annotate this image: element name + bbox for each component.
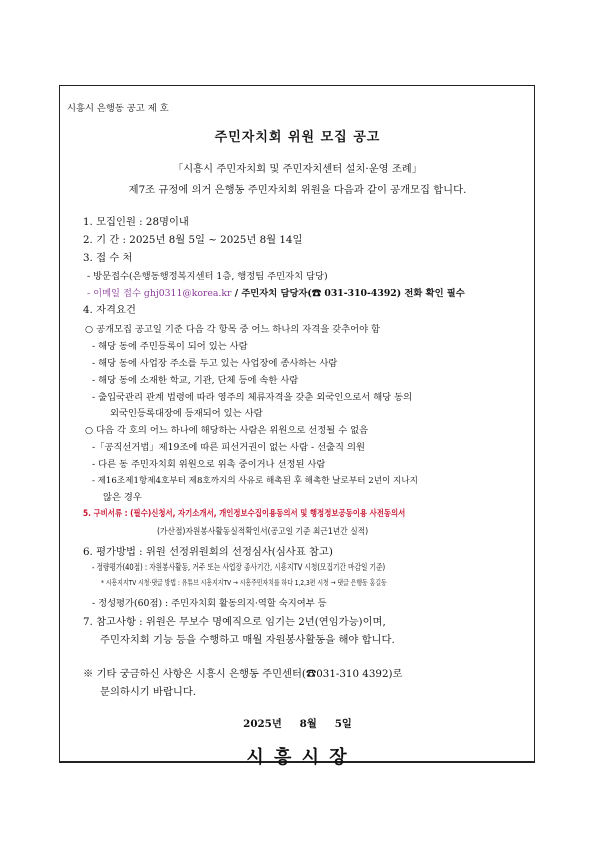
ordinance-title: 「시흥시 주민자치회 및 주민자치센터 설치·운영 조례」 [172, 163, 423, 175]
email-reception-line [87, 285, 465, 299]
contact-note-cont: 문의하시기 바랍니다. [100, 686, 197, 698]
recruit-period: 2. 기 간 : 2025년 8월 5일 ~ 2025년 8월 14일 [83, 234, 303, 246]
qualification-item: - 출입국관리 관계 법령에 따라 영주의 체류자격을 갖춘 외국인으로서 해당 동의 [92, 392, 413, 403]
exclusion-intro: ○ 다음 각 호의 어느 하나에 해당하는 사람은 위원으로 선정될 수 없음 [85, 425, 369, 436]
phone-confirm: / 주민자치 담당자(☎ 031-310-4392) 전화 확인 필수 [231, 288, 465, 299]
qualification-item: - 해당 동에 소재한 학교, 기관, 단체 등에 속한 사람 [92, 375, 299, 386]
qualification-heading: 4. 자격요건 [83, 304, 136, 316]
reception-heading: 3. 접 수 처 [83, 252, 133, 264]
evaluation-qualitative: - 정성평가(60점) : 주민자치회 활동의지·역할 숙지여부 등 [92, 598, 327, 609]
required-documents: 5. 구비서류 : (필수)신청서, 자기소개서, 개인정보수집이용동의서 및 행정정보공동이용 사전동의서 [83, 509, 406, 519]
reference-note: 7. 참고사항 : 위원은 무보수 명예직으로 임기는 2년(연임가능)이며, [83, 616, 386, 628]
visit-reception: - 방문접수(은행동행정복지센터 1층, 행정팀 주민자치 담당) [87, 271, 328, 282]
qualification-item-cont: 외국인등록대장에 등재되어 있는 사람 [110, 408, 263, 419]
evaluation-note: * 시흥지지TV 시청·댓글 방법 : 유튜브 시흥지지TV → 시흥주민자치를 하다 1,2,3편 시청 → 댓글 은행동 홍길동 [101, 578, 387, 587]
reference-note-cont: 주민자치회 기능 등을 수행하고 매월 자원봉사활동을 해야 합니다. [100, 634, 395, 646]
recruit-count: 1. 모집인원 : 28명이내 [83, 216, 189, 228]
page-title: 주민자치회 위원 모집 공고 [214, 130, 381, 145]
exclusion-item: - 제16조제1항제4호부터 제8호까지의 사유로 해촉된 후 해촉한 날로부터 2년이 지나지 [92, 476, 418, 486]
qualification-item: - 해당 동에 주민등록이 되어 있는 사람 [92, 341, 248, 352]
evaluation-quantitative: - 정량평가(40점) : 자원봉사활동, 거주 또는 사업장 종사기간, 시흥지TV 시청(모집기간 마감일 기준) [92, 563, 386, 573]
email-address: - 이메일 접수 ghj0311@korea.kr [87, 288, 232, 299]
signature: 시 흥 시 장 [246, 747, 349, 768]
intro-line: 제7조 규정에 의거 은행동 주민자치회 위원을 다음과 같이 공개모집 합니다. [128, 184, 467, 196]
optional-documents: (가산점)자원봉사활동실적확인서(공고일 기준 최근1년간 실적) [157, 527, 369, 537]
evaluation-heading: 6. 평가방법 : 위원 선정위원회의 선정심사(심사표 참고) [83, 546, 333, 558]
qualification-intro: ○ 공개모집 공고일 기준 다음 각 항목 중 어느 하나의 자격을 갖추어야 함 [85, 324, 381, 335]
contact-note: ※ 기타 궁금하신 사항은 시흥시 은행동 주민센터(☎031-310 4392)로 [83, 668, 403, 680]
exclusion-item: -「공직선거법」제19조에 따른 피선거권이 없는 사람 - 선출직 의원 [92, 442, 365, 453]
notice-number: 시흥시 은행동 공고 제 호 [67, 103, 169, 114]
notice-date: 2025년 8월 5일 [243, 718, 352, 730]
exclusion-item: - 다른 동 주민자치회 위원으로 위촉 중이거나 선정된 사람 [92, 459, 326, 470]
exclusion-item-cont: 않은 경우 [103, 492, 142, 503]
qualification-item: - 해당 동에 사업장 주소를 두고 있는 사업장에 종사하는 사람 [92, 358, 338, 369]
